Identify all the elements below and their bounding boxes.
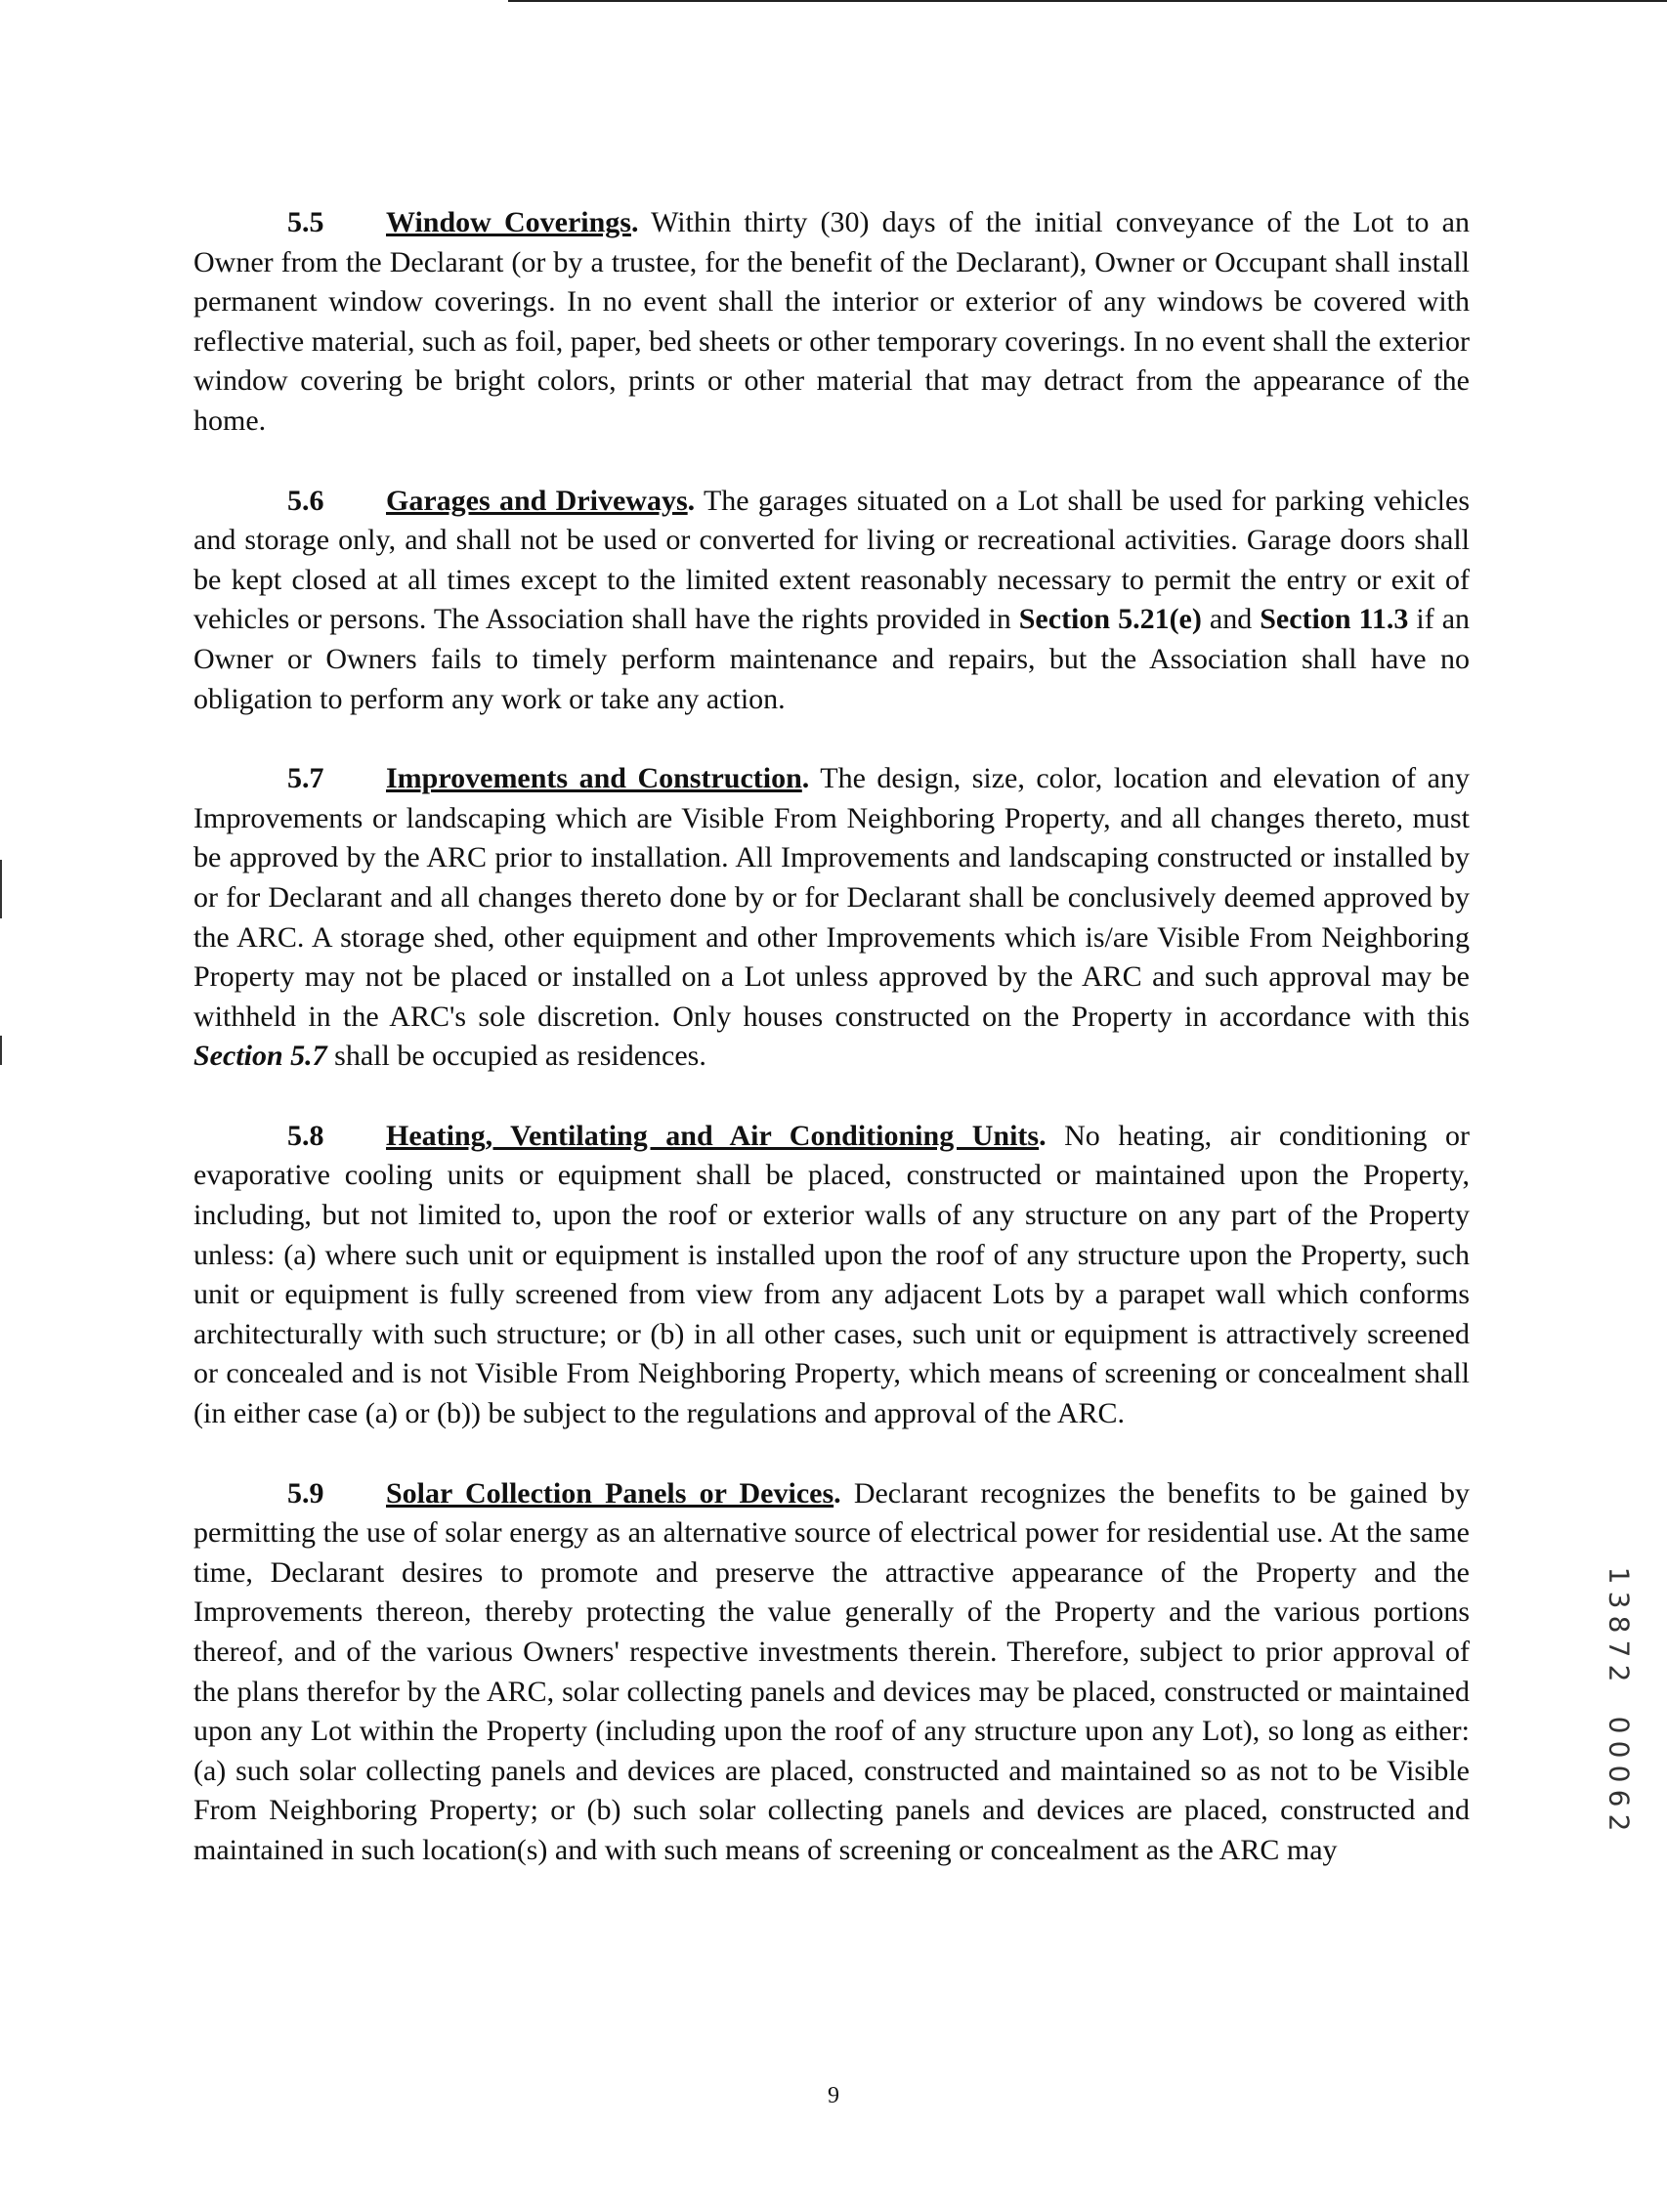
section-number: 5.8 <box>287 1119 324 1152</box>
recording-number-stamp <box>1604 1563 1634 1835</box>
section-body: shall be occupied as residences. <box>334 1040 706 1073</box>
section-5-6: 5.6 Garages and Driveways. The garages situated on a Lot shall be used for parking vehicles and storage only, and shall not be used or converted for living or recreational activities. Garage doors shall be kept closed at all times except to the limited extent reasonably necessary to permit the entry or exit of vehicles or persons. The Association shall have the rights provided in Section 5.21(e) and Section 11.3 if an Owner or Owners fails to timely perform maintenance and repairs, but the Association shall have no obligation to perform any work or take any action. <box>193 482 1470 720</box>
stamp-digit: 8 <box>1603 1615 1636 1634</box>
top-rule <box>508 0 1667 2</box>
stamp-digit: 7 <box>1603 1639 1636 1658</box>
section-5-5: 5.5 Window Coverings. Within thirty (30) days of the initial conveyance of the Lot to an Owner from the Declarant (or by a trustee, for the benefit of the Declarant), Owner or Occupant shall install permanent window coverings. In no event shall the interior or exterior of any windows be covered with reflective material, such as foil, paper, bed sheets or other temporary coverings. In no event shall the exterior window covering be bright colors, prints or other material that may detract from the appearance of the home. <box>193 203 1470 442</box>
stamp-digit: 2 <box>1603 1664 1636 1682</box>
section-reference: Section 5.7 <box>193 1040 327 1073</box>
section-body: The design, size, color, location and elevation of any Improvements or landscaping which are Visible From Neighboring Property, and all changes thereto, must be approved by the ARC prior to installation. All Improvements and landscaping constructed or installed by or for Declarant and all changes thereto done by or for Declarant shall be conclusively deemed approved by the ARC. A storage shed, other equipment and other Improvements which is/are Visible From Neighboring Property may not be placed or installed on a Lot unless approved by the ARC and such approval may be withheld in the ARC's sole discretion. Only houses constructed on the Property in accordance with this <box>193 762 1470 1033</box>
section-number: 5.7 <box>287 762 324 795</box>
section-body: No heating, air conditioning or evaporative cooling units or equipment shall be placed, constructed or maintained upon the Property, including, but not limited to, upon the roof or exterior walls of any structure on any part of the Property unless: (a) where such unit or equipment is installed upon the roof of any structure upon the Property, such unit or equipment is fully screened from view from any adjacent Lots by a parapet wall which conforms architecturally with such structure; or (b) in all other cases, such unit or equipment is attractively screened or concealed and is not Visible From Neighboring Property, which means of screening or concealment shall (in either case (a) or (b)) be subject to the regulations and approval of the ARC. <box>193 1119 1470 1430</box>
section-5-8: 5.8 Heating, Ventilating and Air Conditioning Units. No heating, air conditioning or evaporative cooling units or equipment shall be placed, constructed or maintained upon the Property, including, but not limited to, upon the roof or exterior walls of any structure on any part of the Property unless: (a) where such unit or equipment is installed upon the roof of any structure upon the Property, such unit or equipment is fully screened from view from any adjacent Lots by a parapet wall which conforms architecturally with such structure; or (b) in all other cases, such unit or equipment is attractively screened or concealed and is not Visible From Neighboring Property, which means of screening or concealment shall (in either case (a) or (b)) be subject to the regulations and approval of the ARC. <box>193 1117 1470 1434</box>
section-title: Garages and Driveways <box>386 484 688 517</box>
stamp-digit: 2 <box>1603 1813 1636 1832</box>
stamp-digit: 0 <box>1603 1740 1636 1759</box>
stamp-digit: 6 <box>1603 1789 1636 1808</box>
section-reference: Section 5.21(e) <box>1018 603 1202 636</box>
section-number: 5.9 <box>287 1476 324 1510</box>
left-edge-mark <box>0 860 2 918</box>
section-title: Window Coverings <box>386 206 631 238</box>
section-body: if an Owner or Owners fails to timely perform maintenance and repairs, but the Association shall have no obligation to perform any work or take any action. <box>193 603 1471 715</box>
document-body <box>193 203 1470 1911</box>
section-body: and <box>1209 603 1253 636</box>
section-body: Declarant recognizes the benefits to be gained by permitting the use of solar energy as an alternative source of electrical power for residential use. At the same time, Declarant desires to promote and preserve the attractive appearance of the Property and the Improvements thereon, thereby protecting the value generally of the Property and the various portions thereof, and of the various Owners' respective investments therein. Therefore, subject to prior approval of the plans therefor by the ARC, solar collecting panels and devices may be placed, constructed or maintained upon any Lot within the Property (including upon the roof of any structure upon any Lot), so long as either: (a) such solar collecting panels and devices are placed, constructed and maintained so as not to be Visible From Neighboring Property; or (b) such solar collecting panels and devices are placed, constructed and maintained in such location(s) and with such means of screening or concealment as the ARC may <box>193 1476 1471 1866</box>
section-5-9: 5.9 Solar Collection Panels or Devices. Declarant recognizes the benefits to be gained by permitting the use of solar energy as an alternative source of electrical power for residential use. At the same time, Declarant desires to promote and preserve the attractive appearance of the Property and the Improvements thereon, thereby protecting the value generally of the Property and the various portions thereof, and of the various Owners' respective investments therein. Therefore, subject to prior approval of the plans therefor by the ARC, solar collecting panels and devices may be placed, constructed or maintained upon any Lot within the Property (including upon the roof of any structure upon any Lot), so long as either: (a) such solar collecting panels and devices are placed, constructed and maintained so as not to be Visible From Neighboring Property; or (b) such solar collecting panels and devices are placed, constructed and maintained in such location(s) and with such means of screening or concealment as the ARC may <box>193 1474 1470 1871</box>
stamp-digit: 0 <box>1603 1765 1636 1783</box>
stamp-digit: 0 <box>1603 1716 1636 1734</box>
page-number: 9 <box>828 2083 839 2108</box>
section-5-7: 5.7 Improvements and Construction. The design, size, color, location and elevation of any Improvements or landscaping which are Visible From Neighboring Property, and all changes thereto, must be approved by the ARC prior to installation. All Improvements and landscaping constructed or installed by or for Declarant and all changes thereto done by or for Declarant shall be conclusively deemed approved by the ARC. A storage shed, other equipment and other Improvements which is/are Visible From Neighboring Property may not be placed or installed on a Lot unless approved by the ARC and such approval may be withheld in the ARC's sole discretion. Only houses constructed on the Property in accordance with this Section 5.7 shall be occupied as residences. <box>193 759 1470 1077</box>
section-title: Solar Collection Panels or Devices <box>386 1476 834 1510</box>
section-reference: Section 11.3 <box>1260 603 1409 636</box>
section-number: 5.5 <box>287 206 324 238</box>
stamp-digit: 3 <box>1603 1591 1636 1609</box>
section-title: Improvements and Construction <box>386 762 802 795</box>
section-body: The garages situated on a Lot shall be used for parking vehicles and storage only, and shall not be used or converted for living or recreational activities. Garage doors shall be kept closed at all times except to the limited extent reasonably necessary to permit the entry or exit of vehicles or persons. The Association shall have the rights provided in <box>193 484 1471 636</box>
section-number: 5.6 <box>287 484 324 517</box>
stamp-digit: 1 <box>1603 1566 1636 1585</box>
section-title: Heating, Ventilating and Air Conditioning Units <box>386 1119 1040 1152</box>
section-body: Within thirty (30) days of the initial conveyance of the Lot to an Owner from the Declarant (or by a trustee, for the benefit of the Declarant), Owner or Occupant shall install permanent window coverings. In no event shall the interior or exterior of any windows be covered with reflective material, such as foil, paper, bed sheets or other temporary coverings. In no event shall the exterior window covering be bright colors, prints or other material that may detract from the appearance of the home. <box>193 206 1470 437</box>
left-edge-mark <box>0 1036 2 1065</box>
